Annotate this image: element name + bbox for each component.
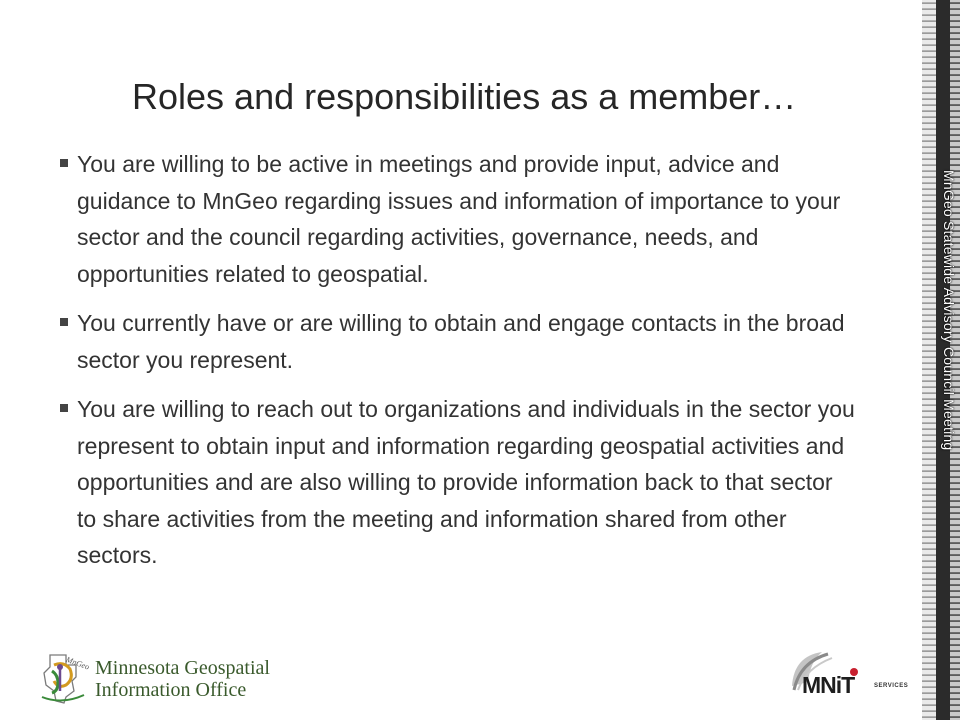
bullet-item xyxy=(58,305,858,378)
square-bullet-icon xyxy=(60,159,68,167)
slide-title: Roles and responsibilities as a member… xyxy=(132,76,797,117)
svg-text:MnGeo: MnGeo xyxy=(64,654,91,672)
mngeo-name-line1: Minnesota Geospatial xyxy=(95,657,270,679)
bullet-item xyxy=(58,146,858,292)
bullet-list xyxy=(58,146,858,587)
bullet-text: You are willing to be active in meetings and provide input, advice and guidance to MnGeo regarding issues and information of importance to your sector and the council regarding activities, governance, needs, and opportunities related to geospatial. xyxy=(77,151,841,287)
band-edge-texture xyxy=(922,0,936,720)
mnit-tagline: SERVICES xyxy=(874,683,909,689)
mnit-logo xyxy=(788,646,920,702)
bullet-text: You are willing to reach out to organizations and individuals in the sector you represent to obtain input and information regarding geospatial activities and opportunities and are also willing to provide information back to that sector to share activities from the meeting and information shared from other sectors. xyxy=(77,396,855,568)
side-label: MnGeo Statewide Advisory Council Meeting xyxy=(941,170,957,451)
square-bullet-icon xyxy=(60,318,68,326)
bullet-item xyxy=(58,391,858,574)
mngeo-emblem-icon xyxy=(36,651,92,705)
bullet-text: You currently have or are willing to obtain and engage contacts in the broad sector you represent. xyxy=(77,310,845,373)
mngeo-logo xyxy=(36,651,270,705)
mnit-wordmark: MNiT xyxy=(802,672,855,698)
mngeo-name-line2: Information Office xyxy=(95,679,247,701)
square-bullet-icon xyxy=(60,404,68,412)
